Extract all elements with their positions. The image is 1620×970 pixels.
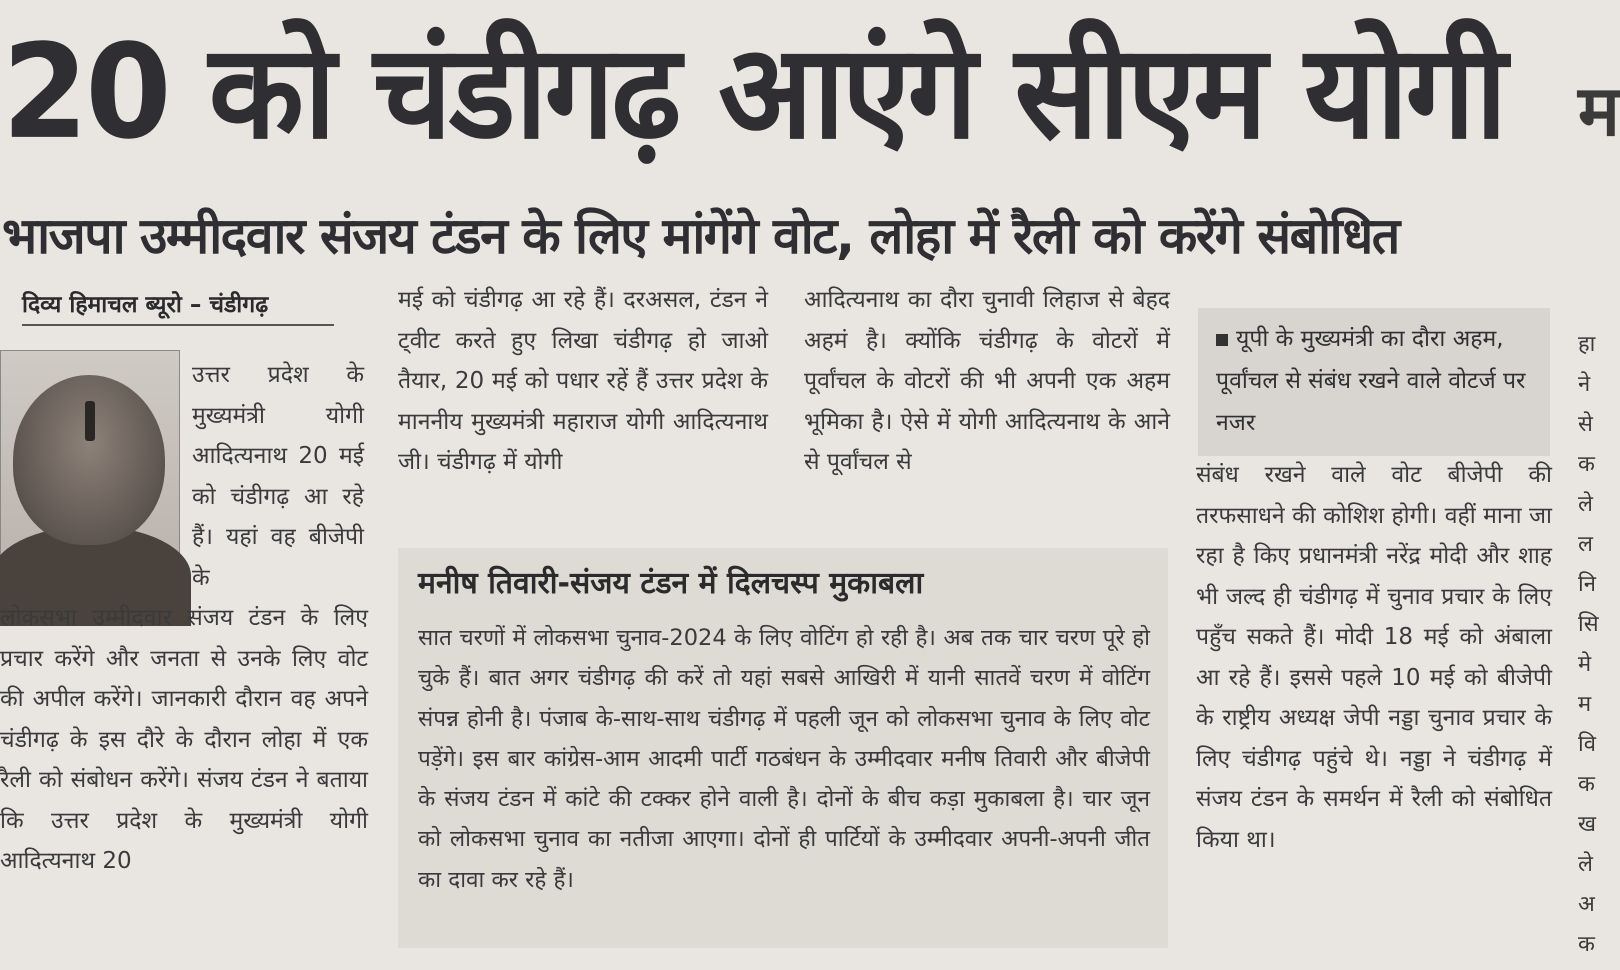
article-column-2 bbox=[398, 280, 768, 483]
adjacent-story-heading-fragment: म bbox=[1578, 70, 1620, 152]
article-column-1-bottom bbox=[0, 598, 368, 882]
paragraph: मई को चंडीगढ़ आ रहे हैं। दरअसल, टंडन ने ट्वीट करते हुए लिखा चंडीगढ़ हो जाओ तैयार, 20 मई को पधार रहें हैं उत्तर प्रदेश के माननीय मुख्यमंत्री महाराज योगी आदित्यनाथ जी। चंडीगढ़ में योगी bbox=[398, 287, 768, 475]
article-column-1-top bbox=[192, 355, 364, 598]
paragraph: उत्तर प्रदेश के मुख्यमंत्री योगी आदित्यनाथ 20 मई को चंडीगढ़ आ रहे हैं। यहां वह बीजेपी के bbox=[192, 362, 364, 591]
byline: दिव्य हिमाचल ब्यूरो – चंडीगढ़ bbox=[22, 288, 334, 326]
paragraph: लोकसभा उम्मीदवार संजय टंडन के लिए प्रचार करेंगे और जनता से उनके लिए वोट की अपील करेंगे। जानकारी दौरान वह अपने चंडीगढ़ के इस दौरे के दौरान लोहा में एक रैली को संबोधन करेंगे। संजय टंडन ने बताया कि उत्तर प्रदेश के मुख्यमंत्री योगी आदित्यनाथ 20 bbox=[0, 605, 368, 874]
pull-quote-text: यूपी के मुख्यमंत्री का दौरा अहम, पूर्वांचल से संबंध रखने वाले वोटर्ज पर नजर bbox=[1216, 326, 1526, 436]
sidebar-box-text bbox=[418, 618, 1150, 900]
pull-quote bbox=[1198, 308, 1550, 456]
article-column-4 bbox=[1196, 455, 1552, 860]
paragraph: संबंध रखने वाले वोट बीजेपी की तरफसाधने की कोशिश होगी। वहीं माना जा रहा है किए प्रधानमंत्री नरेंद्र मोदी और शाह भी जल्द ही चंडीगढ़ में चुनाव प्रचार के लिए पहुँच सकते हैं। मोदी 18 मई को अंबाला आ रहे हैं। इससे पहले 10 मई को बीजेपी के राष्ट्रीय अध्यक्ष जेपी नड्डा चुनाव प्रचार के लिए चंडीगढ़ पहुंचे थे। नड्डा ने चंडीगढ़ में संजय टंडन के समर्थन में रैली को संबोधित किया था। bbox=[1196, 462, 1552, 853]
article-column-3 bbox=[804, 280, 1170, 483]
paragraph: सात चरणों में लोकसभा चुनाव-2024 के लिए वोटिंग हो रही है। अब तक चार चरण पूरे हो चुके हैं। बात अगर चंडीगढ़ की करें तो यहां सबसे आखिरी में यानी सातवें चरण में वोटिंग संपन्न होनी है। पंजाब के-साथ-साथ चंडीगढ़ में पहली जून को लोकसभा चुनाव के लिए वोट पड़ेंगे। इस बार कांग्रेस-आम आदमी पार्टी गठबंधन के उम्मीदवार मनीष तिवारी और बीजेपी के संजय टंडन में कांटे की टक्कर होने वाली है। दोनों के बीच कड़ा मुकाबला है। चार जून को लोकसभा चुनाव का नतीजा आएगा। दोनों ही पार्टियों के उम्मीदवार अपनी-अपनी जीत का दावा कर रहे हैं। bbox=[418, 625, 1150, 893]
person-portrait-icon bbox=[0, 350, 180, 600]
subheadline: भाजपा उम्मीदवार संजय टंडन के लिए मांगेंगे वोट, लोहा में रैली को करेंगे संबोधित bbox=[2, 207, 1399, 265]
adjacent-story-column-fragment: हा ने से क ले ल नि सि मे म वि क ख ले अ क bbox=[1578, 332, 1599, 957]
square-bullet-icon bbox=[1216, 334, 1228, 346]
sidebar-box-title: मनीष तिवारी-संजय टंडन में दिलचस्प मुकाबला bbox=[418, 566, 924, 601]
headline: 20 को चंडीगढ़ आएंगे सीएम योगी bbox=[2, 17, 1505, 169]
paragraph: आदित्यनाथ का दौरा चुनावी लिहाज से बेहद अहमं है। क्योंकि चंडीगढ़ के वोटरों में पूर्वांचल के वोटरों की भी अपनी एक अहम भूमिका है। ऐसे में योगी आदित्यनाथ के आने से पूर्वांचल से bbox=[804, 287, 1170, 475]
